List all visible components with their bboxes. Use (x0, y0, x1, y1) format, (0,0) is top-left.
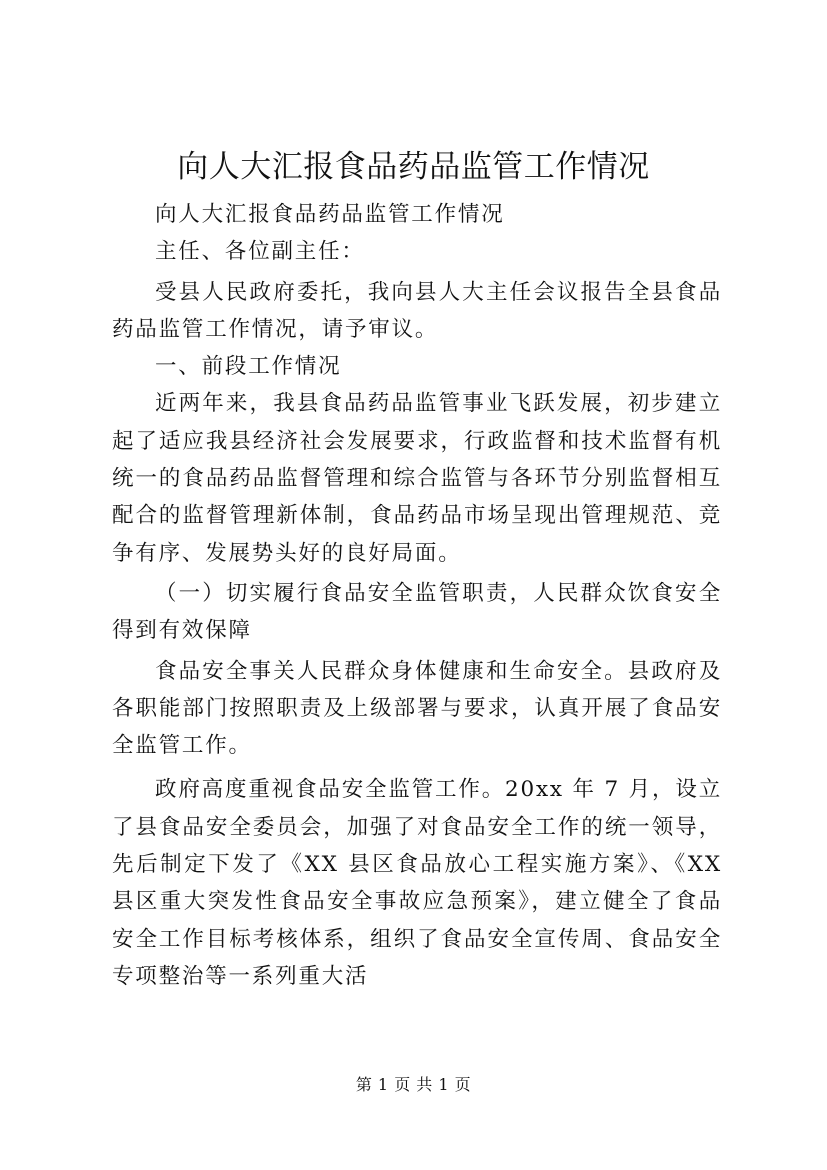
paragraph-food-safety-importance: 食品安全事关人民群众身体健康和生命安全。县政府及各职能部门按照职责及上级部署与要求，认真开展了食品安全监管工作。 (112, 658, 722, 759)
paragraph-recent-development: 近两年来，我县食品药品监管事业飞跃发展，初步建立起了适应我县经济社会发展要求，行政监督和技术监督有机统一的食品药品监督管理和综合监管与各环节分别监督相互配合的监督管理新体制，食品药品市场呈现出管理规范、竞争有序、发展势头好的良好局面。 (112, 391, 722, 566)
subheading-food-safety-duty: （一）切实履行食品安全监管职责，人民群众饮食安全得到有效保障 (112, 580, 722, 644)
paragraph-intro: 受县人民政府委托，我向县人大主任会议报告全县食品药品监管工作情况，请予审议。 (112, 279, 722, 342)
document-body (112, 196, 722, 995)
document-title: 向人大汇报食品药品监管工作情况 (177, 149, 650, 185)
paragraph-government-measures: 政府高度重视食品安全监管工作。20xx 年 7 月，设立了县食品安全委员会，加强了对食品安全工作的统一领导，先后制定下发了《XX 县区食品放心工程实施方案》、《XX 县区重大突发性食品安全事故应急预案》，建立健全了食品安全工作目标考核体系，组织了食品安全宣传周、食品安全专项整治等一系列重大活 (112, 777, 722, 989)
paragraph-heading-repeat: 向人大汇报食品药品监管工作情况 (155, 202, 505, 227)
page-footer: 第 1 页 共 1 页 (355, 1075, 472, 1094)
section-heading-previous-work: 一、前段工作情况 (155, 354, 342, 380)
paragraph-salutation: 主任、各位副主任： (155, 239, 365, 265)
